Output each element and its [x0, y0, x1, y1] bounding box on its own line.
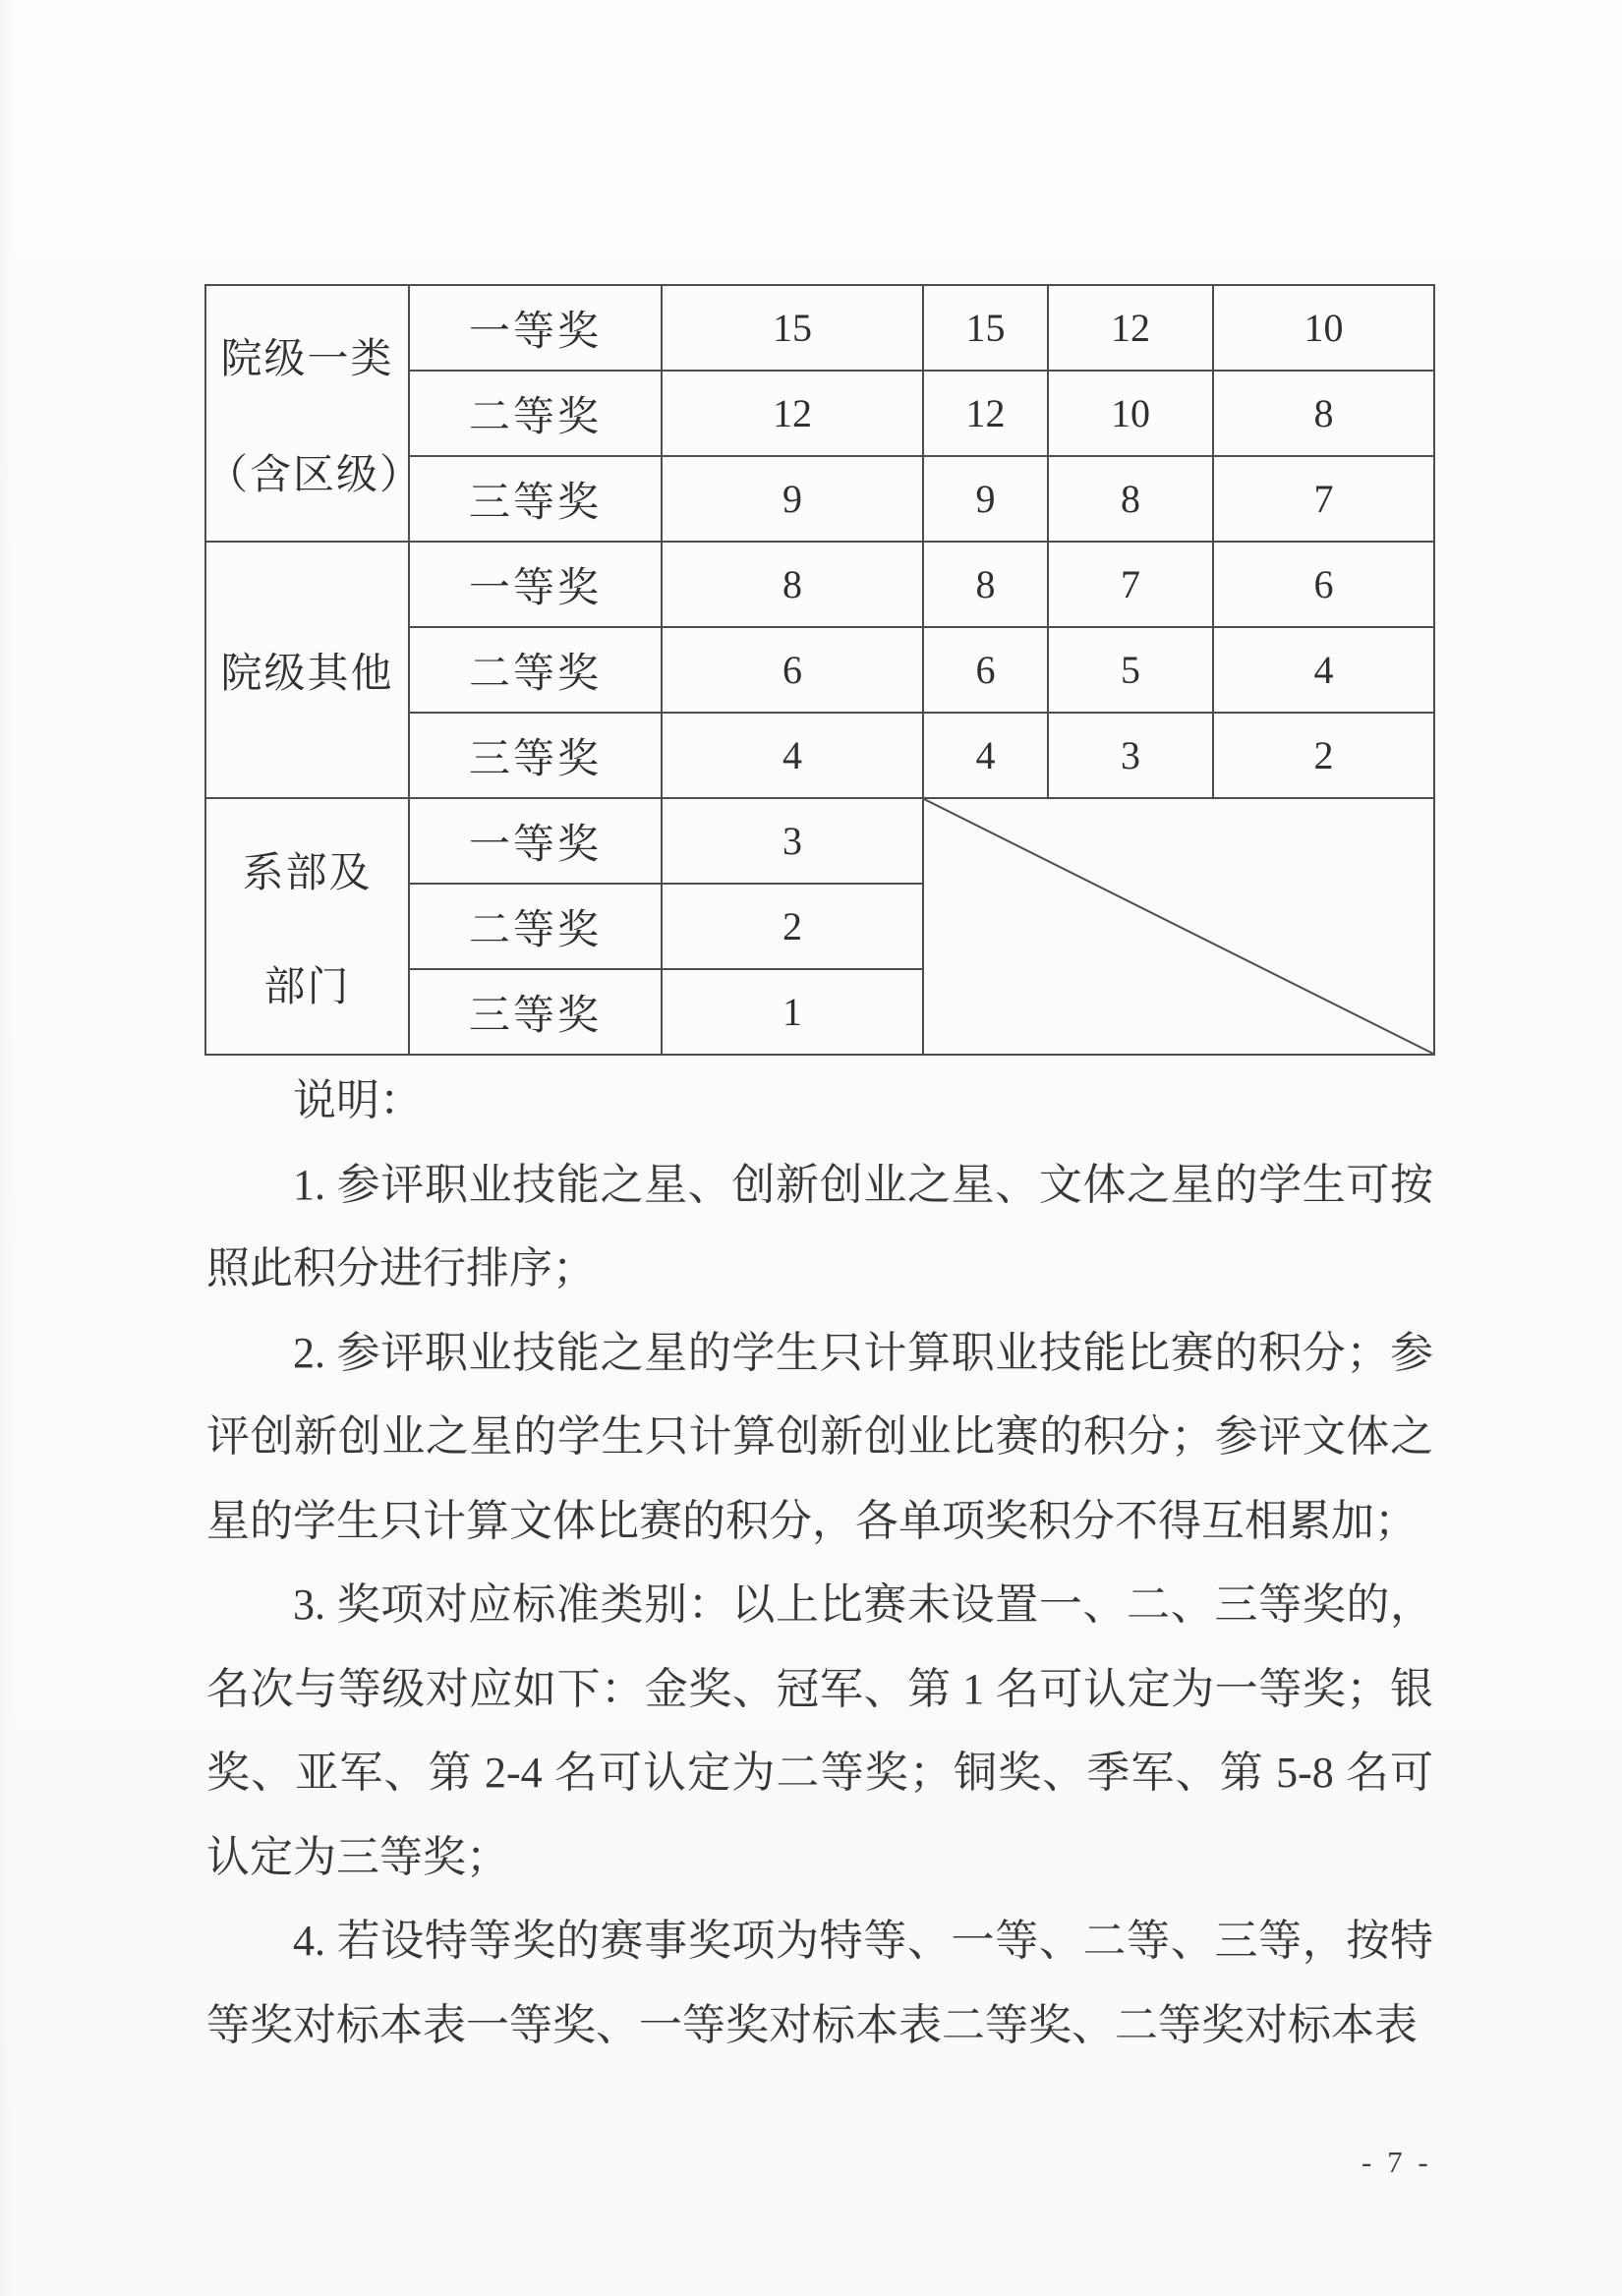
category-cell-department	[205, 798, 409, 1055]
score-cell: 3	[662, 798, 923, 884]
score-cell: 2	[1213, 713, 1434, 798]
score-cell: 6	[1213, 542, 1434, 627]
award-level-cell: 一等奖	[409, 798, 662, 884]
score-cell: 9	[923, 456, 1048, 542]
note-paragraph-3: 3. 奖项对应标准类别：以上比赛未设置一、二、三等奖的，名次与等级对应如下：金奖、冠军、第 1 名可认定为一等奖；银奖、亚军、第 2-4 名可认定为二等奖；铜奖、季军、第 5-8 名可认定为三等奖；	[206, 1580, 1433, 1881]
score-cell: 7	[1048, 542, 1213, 627]
merged-empty-cell	[923, 798, 1434, 1055]
table-row	[205, 285, 1434, 371]
award-level-cell: 一等奖	[409, 285, 662, 371]
score-cell: 1	[662, 969, 923, 1055]
award-level-cell: 三等奖	[409, 456, 662, 542]
score-cell: 15	[662, 285, 923, 371]
score-cell: 12	[923, 371, 1048, 456]
score-cell: 8	[1213, 371, 1434, 456]
table-row	[205, 798, 1434, 884]
award-level-cell: 二等奖	[409, 371, 662, 456]
notes-heading: 说明：	[293, 1076, 423, 1124]
score-cell: 8	[662, 542, 923, 627]
page-number: - 7 -	[1361, 2145, 1432, 2179]
category-label-line: 院级其他	[220, 651, 394, 697]
score-cell: 10	[1048, 371, 1213, 456]
score-cell: 4	[662, 713, 923, 798]
score-cell: 6	[662, 627, 923, 713]
category-label-line: （含区级）	[206, 452, 424, 498]
award-level-cell: 二等奖	[409, 627, 662, 713]
score-cell: 7	[1213, 456, 1434, 542]
score-cell: 5	[1048, 627, 1213, 713]
award-level-cell: 三等奖	[409, 713, 662, 798]
score-cell: 10	[1213, 285, 1434, 371]
notes-section	[206, 1059, 1433, 2067]
note-paragraph-4: 4. 若设特等奖的赛事奖项为特等、一等、二等、三等，按特等奖对标本表一等奖、一等奖对标本表二等奖、二等奖对标本表	[206, 1917, 1433, 2049]
score-cell: 8	[923, 542, 1048, 627]
table-row	[205, 542, 1434, 627]
score-cell: 3	[1048, 713, 1213, 798]
award-score-table	[204, 284, 1435, 1056]
diagonal-line	[924, 799, 1433, 1054]
category-cell-college-class1	[205, 285, 424, 542]
score-cell: 8	[1048, 456, 1213, 542]
score-cell: 12	[1048, 285, 1213, 371]
category-label-line: 部门	[263, 964, 351, 1010]
note-paragraph-2: 2. 参评职业技能之星的学生只计算职业技能比赛的积分；参评创新创业之星的学生只计算创新创业比赛的积分；参评文体之星的学生只计算文体比赛的积分，各单项奖积分不得互相累加；	[206, 1328, 1433, 1545]
award-level-cell: 二等奖	[409, 884, 662, 969]
score-cell: 4	[923, 713, 1048, 798]
score-cell: 6	[923, 627, 1048, 713]
score-cell: 2	[662, 884, 923, 969]
category-label-line: 院级一类	[220, 336, 394, 382]
category-cell-college-other	[205, 542, 409, 798]
score-cell: 12	[662, 371, 923, 456]
note-paragraph-1: 1. 参评职业技能之星、创新创业之星、文体之星的学生可按照此积分进行排序；	[206, 1160, 1433, 1292]
award-level-cell: 三等奖	[409, 969, 662, 1055]
category-label-line: 系部及	[242, 850, 373, 896]
score-cell: 15	[923, 285, 1048, 371]
score-cell: 9	[662, 456, 923, 542]
award-level-cell: 一等奖	[409, 542, 662, 627]
score-cell: 4	[1213, 627, 1434, 713]
